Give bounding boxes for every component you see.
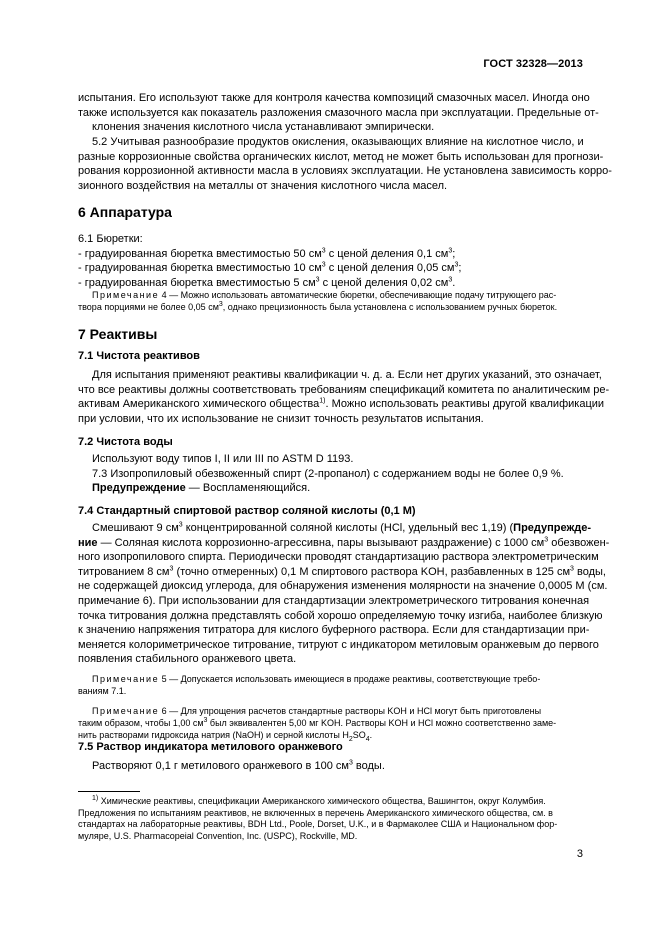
subsection-7-5-title: 7.5 Раствор индикатора метилового оранжевого <box>78 741 343 753</box>
text-line: 5.2 Учитывая разнообразие продуктов окисления, оказывающих влияние на кислотное число, и <box>92 136 584 148</box>
text-line: зионного воздействия на металлы от значения кислотного числа масел. <box>78 179 448 192</box>
footnote: $^{1)}$ Химические реактивы, спецификации Американского химического общества, Вашингтон, округ Колумбия. Предложения по испытаниям реактивов, не включенных в перечень Американского химического общества, см. в стандартах на лабораторные реактивы, BDH Ltd., Poole, Dorset, U.K., и в Фармаколее США и Национальном фор- муляре, U.S. Pharmacopeial Convention, Inc. (USPC), Rockville, MD. <box>78 795 558 841</box>
section-7-title: 7 Реактивы <box>78 326 158 342</box>
intro-paragraph <box>78 91 599 135</box>
list-item: - градуированная бюретка вместимостью 10 $см^3$ с ценой деления 0,05 $см^3$; <box>78 261 462 275</box>
warning-label: Предупреждение <box>92 482 186 495</box>
note-label: Примечание <box>92 290 160 300</box>
paragraph-5-2 <box>78 135 612 193</box>
footnote-divider <box>78 791 140 792</box>
note-5: Примечание 5 — Допускается использовать имеющиеся в продаже реактивы, соответствующие требо- ваниям 7.1. <box>78 674 541 696</box>
subsection-7-2-title: 7.2 Чистота воды <box>78 436 173 448</box>
standard-id-header: ГОСТ 32328—2013 <box>483 58 583 70</box>
section-6-title: 6 Аппаратура <box>78 204 172 220</box>
footnote-marker: 1) <box>92 795 99 802</box>
paragraph-7-2: Используют воду типов I, II или III по ASTM D 1193. 7.3 Изопропиловый обезвоженный спирт (2-пропанол) с содержанием воды не более 0,9 %. Предупреждение — Воспламеняющийся. <box>92 453 564 495</box>
subsection-7-1-title: 7.1 Чистота реактивов <box>78 350 200 362</box>
list-item: - градуированная бюретка вместимостью 50 $см^3$ с ценой деления 0,1 $см^3$; <box>78 246 456 260</box>
text-line: рования коррозионной активности масла в условиях эксплуатации. Не установлена зависимость корро- <box>78 165 612 178</box>
page-number: 3 <box>576 848 583 860</box>
text-line: испытания. Его используют также для контроля качества композиций смазочных масел. Иногда оно <box>78 92 590 104</box>
paragraph-7-1: Для испытания применяют реактивы квалификации ч. д. а. Если нет других указаний, это означает, что все реактивы должны соответствовать требованиям спецификаций комитета по аналитическим ре- активам Американского химического общества$^{1)}$. Можно использовать реактивы другой квалификации при условии, что их использование не снизит точность результатов испытания. <box>78 369 610 425</box>
text-line: также используется как показатель разложения смазочного масла при эксплуатации. Предельные от- <box>78 106 599 119</box>
note-6: Примечание 6 — Для упрощения расчетов стандартные растворы KOH и HCl могут быть приготовлены таким образом, чтобы 1,00 $см^3$ был эквивалентен 5,00 мг KOH. Растворы KOH и HCl можно соответственно заме- нить растворами гидроксида натрия (NaOH) и серной кислоты $H_2SO_4$. <box>78 706 557 743</box>
paragraph-7-5: Растворяют 0,1 г метилового оранжевого в 100 $см^3$ воды. <box>92 759 385 772</box>
footnote-ref: 1) <box>319 397 326 405</box>
text-line: клонения значения кислотного числа устанавливают эмпирически. <box>92 121 435 134</box>
note-4: Примечание 4 — Можно использовать автоматические бюретки, обеспечивающие подачу титрующего рас- твора порциями не более 0,05 $см^3$, однако прецизионность была установлена с использованием ручных бюреток. <box>78 290 558 312</box>
burettes-list <box>78 232 583 290</box>
list-item: - градуированная бюретка вместимостью 5 $см^3$ с ценой деления 0,02 $см^3$. <box>78 276 456 289</box>
text-line: разные коррозионные свойства органических кислот, метод не может быть использован для прогнози- <box>78 150 604 163</box>
subsection-7-4-title: 7.4 Стандартный спиртовой раствор соляной кислоты (0,1 М) <box>78 505 416 517</box>
burettes-intro: 6.1 Бюретки: <box>78 233 143 245</box>
paragraph-7-4: Смешивают 9 $см^3$ концентрированной соляной кислоты (HCl, удельный вес 1,19) (Предупрежде- ние — Соляная кислота коррозионно-агрессивна, пары вызывают раздражение) с 1000 $см^3$ обезвожен- ного изопропилового спирта. Периодически проводят стандартизацию раствора электрометрическим титрованием 8 $см^3$ (точно отмеренных) 0,1 М спиртового раствора KOH, разбавленных в 125 $см^3$ воды, не содержащей диоксид углерода, для обнаружения изменения молярности на значение 0,0005 М (см. примечание 6). При использовании для стандартизации электрометрического титрования конечная точка титрования должна представлять собой хорошо определяемую точку изгиба, наиболее близкую к значению напряжения титратора для кислого буферного раствора. Если для стандартизации при- меняется колориметрическое титрование, титруют с индикатором метиловым оранжевым до первого появления стабильного оранжевого цвета. <box>78 521 610 666</box>
